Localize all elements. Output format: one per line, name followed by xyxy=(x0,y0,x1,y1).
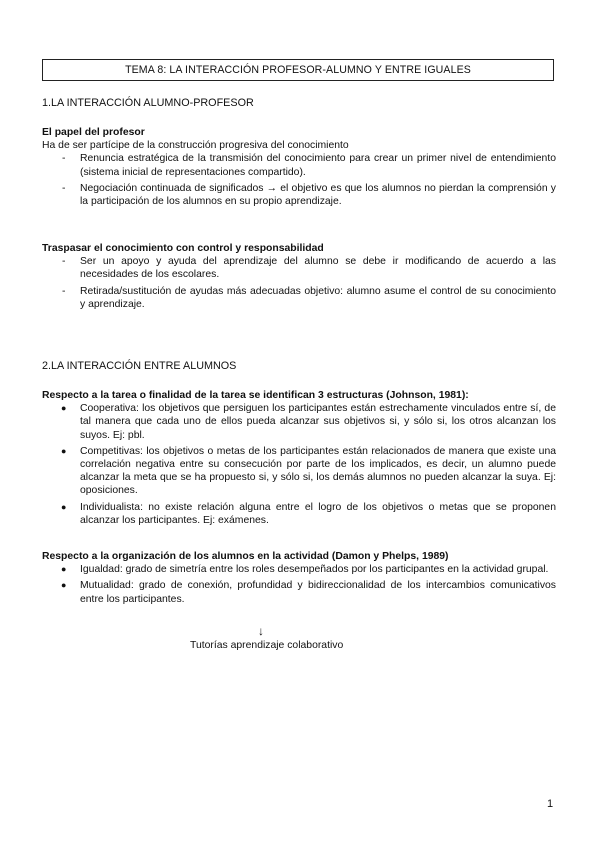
tarea-heading: Respecto a la tarea o finalidad de la tarea se identifican 3 estructuras (Johnson, 1981): xyxy=(42,390,469,401)
list-item xyxy=(42,579,556,605)
list-item-text: Igualdad: grado de simetría entre los roles desempeñados por los participantes en la actividad grupal. xyxy=(80,564,549,576)
organizacion-list xyxy=(42,563,556,606)
traspasar-block xyxy=(42,242,556,314)
bullet-mark: ● xyxy=(61,564,67,575)
down-arrow-icon: ↓ xyxy=(258,624,264,638)
list-item xyxy=(42,152,556,178)
organizacion-heading: Respecto a la organización de los alumnos en la actividad (Damon y Phelps, 1989) xyxy=(42,551,449,562)
section1-heading: 1.LA INTERACCIÓN ALUMNO-PROFESOR xyxy=(42,97,254,109)
bullet-mark: ● xyxy=(61,445,67,456)
page-number: 1 xyxy=(547,798,554,810)
list-item-text: Cooperativa: los objetivos que persiguen los participantes están estrechamente vinculados entre sí, de tal manera que cada uno de ellos pueda alcanzar sus objetivos si, y sólo si, los otros alcanzan los suyos. Ej: pbl. xyxy=(80,403,556,441)
list-item-text: Competitivas: los objetivos o metas de los participantes están relacionados de manera que existe una correlación negativa entre su consecución por parte de los implicados, es decir, un alumno puede alcanzar la meta que se ha propuesto si, y sólo si, los demás alumnos no pueden alcanzar la suya. Ej: oposiciones. xyxy=(80,445,556,497)
list-item-text: Renuncia estratégica de la transmisión del conocimiento para crear un primer nivel de entendimiento (sistema inicial de representaciones compartido). xyxy=(80,153,556,178)
title-box xyxy=(42,59,554,81)
list-item xyxy=(42,402,556,442)
list-item-text: Individualista: no existe relación alguna entre el logro de los objetivos o metas que se proponen alcanzar los participantes. Ej: exámenes. xyxy=(80,501,556,526)
organizacion-block xyxy=(42,550,556,609)
bullet-mark: ● xyxy=(61,501,67,512)
bullet-mark: ● xyxy=(61,580,67,591)
section2-heading: 2.LA INTERACCIÓN ENTRE ALUMNOS xyxy=(42,360,237,372)
papel-heading: El papel del profesor xyxy=(42,127,145,138)
list-item xyxy=(42,182,556,208)
traspasar-heading: Traspasar el conocimiento con control y responsabilidad xyxy=(42,243,324,254)
bullet-mark: ● xyxy=(61,403,67,414)
dash-mark: - xyxy=(62,182,66,194)
list-item xyxy=(42,285,556,311)
list-item-text: Ser un apoyo y ayuda del aprendizaje del alumno se debe ir modificando de acuerdo a las necesidades de los escolares. xyxy=(80,256,556,281)
list-item-text: Negociación continuada de significados → el objetivo es que los alumnos no pierdan la comprensión y la participación de los alumnos en su propio aprendizaje. xyxy=(80,182,556,208)
papel-intro: Ha de ser partícipe de la construcción progresiva del conocimiento xyxy=(42,140,349,152)
document-title: TEMA 8: LA INTERACCIÓN PROFESOR-ALUMNO Y ENTRE IGUALES xyxy=(125,64,471,76)
tarea-block xyxy=(42,389,556,530)
list-item xyxy=(42,255,556,281)
papel-block xyxy=(42,126,556,211)
dash-mark: - xyxy=(62,285,66,297)
list-item xyxy=(42,445,556,498)
papel-list xyxy=(42,152,556,208)
sub-note: Tutorías aprendizaje colaborativo xyxy=(190,640,344,651)
list-item-text: Retirada/sustitución de ayudas más adecuadas objetivo: alumno asume el control de su conocimiento y aprendizaje. xyxy=(80,285,556,310)
list-item xyxy=(42,501,556,527)
list-item xyxy=(42,563,556,576)
dash-mark: - xyxy=(62,153,66,165)
dash-mark: - xyxy=(62,256,66,268)
list-item-text: Mutualidad: grado de conexión, profundidad y bidireccionalidad de los intercambios comunicativos entre los participantes. xyxy=(80,580,556,605)
tarea-list xyxy=(42,402,556,527)
traspasar-list xyxy=(42,255,556,311)
